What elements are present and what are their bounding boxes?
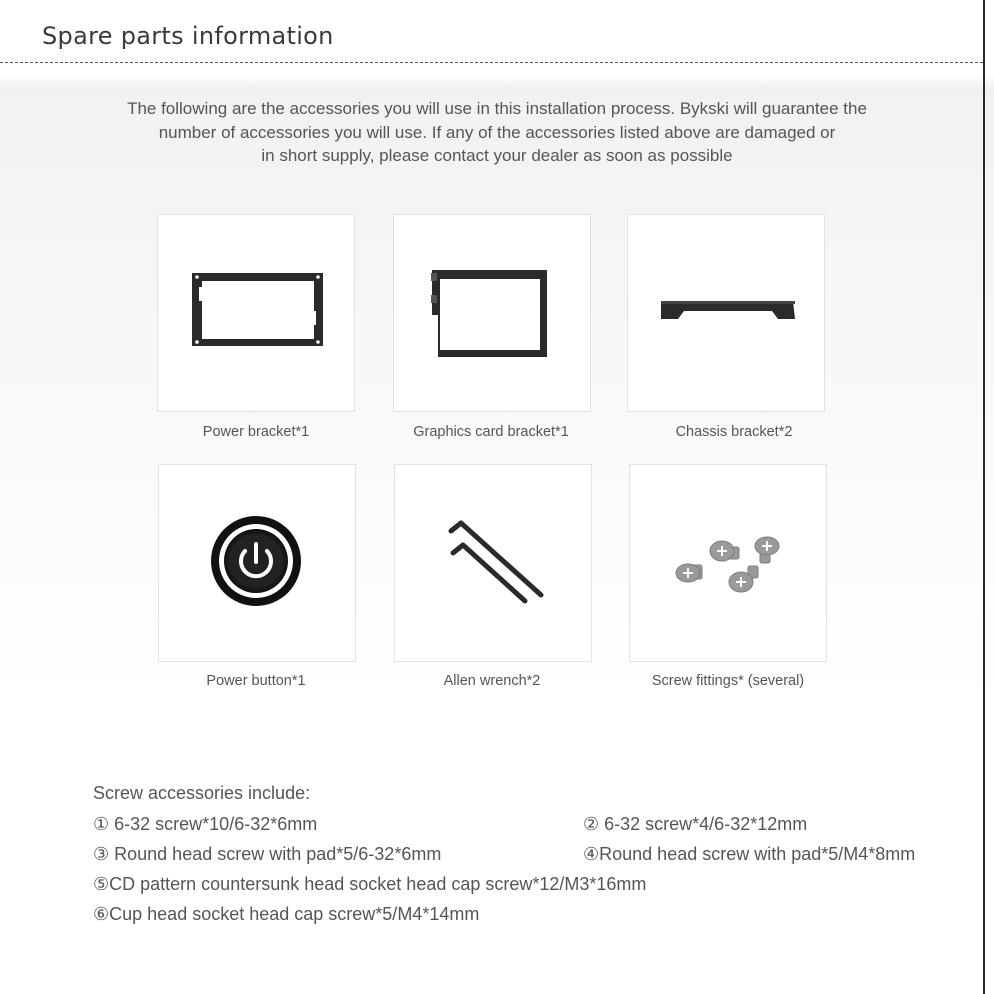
page-title: Spare parts information <box>42 22 334 50</box>
screw-fittings-icon <box>630 465 828 663</box>
screw-item: ① 6-32 screw*10/6-32*6mm <box>93 814 318 834</box>
part-card-chassis-bracket <box>627 214 825 412</box>
page-edge-rule <box>983 0 985 994</box>
part-card-power-bracket <box>157 214 355 412</box>
part-label: Screw fittings* (several) <box>651 673 805 689</box>
power-bracket-icon <box>158 215 356 413</box>
screw-item: ⑤CD pattern countersunk head socket head cap screw*12/M3*16mm <box>93 874 647 894</box>
part-label: Power bracket*1 <box>202 424 310 440</box>
screw-item: ③ Round head screw with pad*5/6-32*6mm <box>93 844 442 864</box>
intro-line: in short supply, please contact your dealer as soon as possible <box>261 146 733 165</box>
part-label: Chassis bracket*2 <box>675 424 793 440</box>
intro-line: The following are the accessories you will use in this installation process. Bykski will guarantee the <box>127 99 867 118</box>
part-label: Power button*1 <box>206 673 306 689</box>
screw-item: ⑥Cup head socket head cap screw*5/M4*14mm <box>93 904 480 924</box>
part-card-allen-wrench <box>394 464 592 662</box>
part-card-power-button <box>158 464 356 662</box>
screw-item: ④Round head screw with pad*5/M4*8mm <box>583 844 916 864</box>
part-label: Graphics card bracket*1 <box>413 424 569 440</box>
intro-line: number of accessories you will use. If any of the accessories listed above are damaged or <box>158 122 836 142</box>
chassis-bracket-icon <box>628 215 826 413</box>
screw-item: ② 6-32 screw*4/6-32*12mm <box>583 814 808 834</box>
header-divider <box>0 62 983 63</box>
part-card-screw-fittings <box>629 464 827 662</box>
allen-wrench-icon <box>395 465 593 663</box>
part-card-graphics-card-bracket <box>393 214 591 412</box>
screw-accessories-heading: Screw accessories include: <box>93 783 311 803</box>
intro-paragraph <box>60 97 934 168</box>
graphics-card-bracket-icon <box>394 215 592 413</box>
power-button-icon <box>159 465 357 663</box>
part-label: Allen wrench*2 <box>443 673 541 689</box>
